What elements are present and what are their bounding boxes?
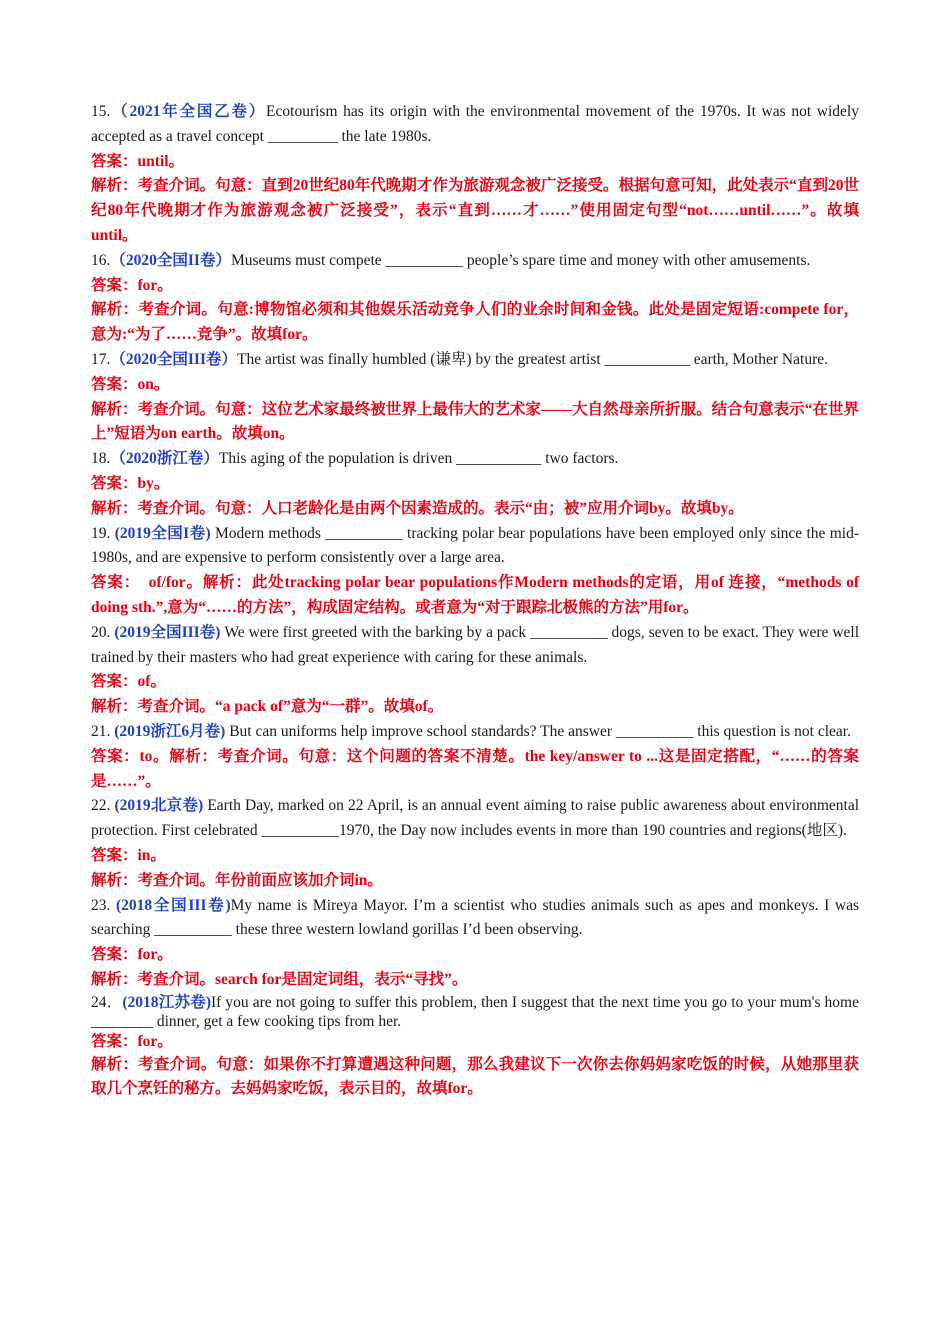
question-text: Earth Day, marked on 22 April, is an annual event aiming to raise public awareness about environmental protection. First celebrated __________1970, the Day now includes events in more than 190 countries and regions(地区). [91, 797, 860, 840]
answer-24: 答案：for。 [91, 1032, 173, 1050]
question-number: 15. [91, 103, 111, 120]
answer-22: 答案：in。 [91, 846, 166, 864]
answer-18: 答案：by。 [91, 474, 170, 492]
explanation-23: 解析：考查介词。search for是固定词组，表示“寻找”。 [91, 970, 468, 988]
question-source: （2020全国II卷） [110, 251, 231, 269]
question-source: (2019全国I卷) [114, 524, 211, 542]
question-20 [91, 621, 859, 671]
question-23 [91, 894, 859, 944]
answer-20: 答案：of。 [91, 673, 166, 691]
question-source: (2019浙江6月卷) [114, 722, 226, 740]
question-text: We were first greeted with the barking by a pack __________ dogs, seven to be exact. They were well trained by their masters who had great experience with caring for these animals. [91, 623, 860, 666]
question-text: Ecotourism has its origin with the environmental movement of the 1970s. It was not widely accepted as a travel concept _________ the late 1980s. [91, 103, 859, 145]
question-source: （2020浙江卷） [110, 450, 219, 468]
explanation-20: 解析：考查介词。“a pack of”意为“一群”。故填of。 [91, 698, 444, 716]
answer-explanation-21: 答案：to。解析：考查介词。句意：这个问题的答案不清楚。the key/answer to ...这是固定搭配，“……的答案是……”。 [91, 747, 859, 790]
question-text: Modern methods __________ tracking polar bear populations have been employed only since the mid-1980s, and are expensive to perform consistently over a large area. [91, 524, 859, 567]
question-15 [91, 100, 859, 150]
question-text: My name is Mireya Mayor. I’m a scientist who studies animals such as apes and monkeys. I was searching __________ these three western lowland gorillas I’d been observing. [91, 896, 859, 939]
explanation-24: 解析：考查介词。句意：如果你不打算遭遇这种问题，那么我建议下一次你去你妈妈家吃饭的时候，从她那里获取几个烹饪的秘方。去妈妈家吃饭，表示目的，故填for。 [91, 1055, 859, 1098]
question-source: (2019全国III卷) [114, 623, 221, 641]
question-source: （2020全国III卷） [110, 350, 237, 368]
question-text: The artist was finally humbled (谦卑) by the greatest artist ___________ earth, Mother Nature. [236, 350, 828, 368]
question-24 [91, 993, 859, 1031]
question-number: 16. [91, 251, 111, 269]
question-number: 18. [91, 450, 111, 468]
explanation-15: 解析：考查介词。句意：直到20世纪80年代晚期才作为旅游观念被广泛接受。根据句意可知，此处表示“直到20世纪80年代晚期才作为旅游观念被广泛接受”，表示“直到……才……”使用固定句型“not……until……”。故填until。 [91, 177, 859, 244]
question-number: 24． [91, 993, 123, 1011]
question-source: (2019北京卷) [114, 797, 204, 815]
question-number: 22. [91, 797, 111, 815]
question-number: 23. [91, 896, 111, 914]
question-22 [91, 794, 859, 844]
explanation-16: 解析：考查介词。句意:博物馆必须和其他娱乐活动竞争人们的业余时间和金钱。此处是固定短语:compete for，意为:“为了……竞争”。故填for。 [91, 301, 859, 344]
question-source: (2018江苏卷) [122, 993, 211, 1011]
question-number: 19. [91, 524, 111, 542]
explanation-22: 解析：考查介词。年份前面应该加介词in。 [91, 871, 383, 889]
answer-explanation-19: 答案： of/for。解析：此处tracking polar bear populations作Modern methods的定语，用of 连接，“methods of doing sth.”,意为“……的方法”，构成固定结构。或者意为“对于跟踪北极熊的方法”用for。 [91, 574, 859, 616]
answer-16: 答案：for。 [91, 276, 173, 294]
question-18 [91, 447, 859, 472]
question-text: This aging of the population is driven ___________ two factors. [218, 450, 619, 468]
question-text: Museums must compete __________ people’s spare time and money with other amusements. [230, 251, 811, 269]
explanation-17: 解析：考查介词。句意：这位艺术家最终被世界上最伟大的艺术家——大自然母亲所折服。结合句意表示“在世界上”短语为on earth。故填on。 [91, 400, 859, 443]
answer-17: 答案：on。 [91, 375, 170, 393]
question-17 [91, 348, 859, 373]
question-21 [91, 720, 859, 745]
answer-23: 答案：for。 [91, 946, 173, 964]
question-text: But can uniforms help improve school standards? The answer __________ this question is not clear. [229, 722, 851, 740]
question-number: 17. [91, 350, 111, 368]
question-source: (2018全国III卷) [116, 896, 231, 914]
question-text: If you are not going to suffer this problem, then I suggest that the next time you go to your mum's home ________ dinner, get a few cooking tips from her. [91, 993, 859, 1030]
question-number: 21. [91, 722, 111, 740]
answer-15: 答案：until。 [91, 152, 185, 170]
question-number: 20. [91, 623, 111, 641]
question-16 [91, 249, 859, 274]
explanation-18: 解析：考查介词。句意：人口老龄化是由两个因素造成的。表示“由；被”应用介词by。故填by。 [91, 499, 744, 517]
question-source: （2021年全国乙卷） [110, 103, 267, 120]
question-19 [91, 522, 859, 572]
